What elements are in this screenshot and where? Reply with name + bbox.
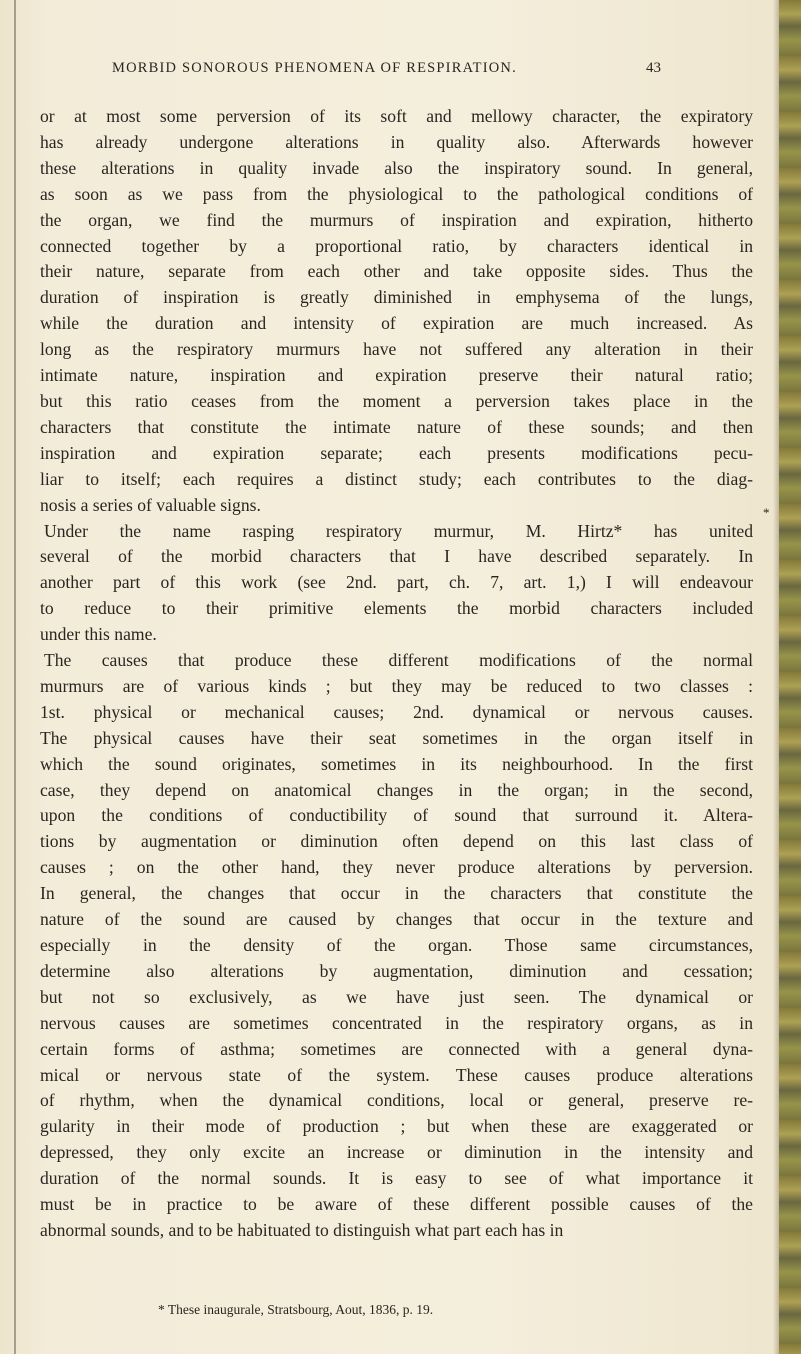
text-line: long as the respiratory murmurs have not suffered any alteration in their — [40, 339, 753, 360]
text-line: tions by augmentation or diminution often depend on this last class of — [40, 831, 753, 852]
text-line: the organ, we find the murmurs of inspiration and expiration, hitherto — [40, 209, 753, 230]
running-header: MORBID SONOROUS PHENOMENA OF RESPIRATION. — [112, 60, 517, 76]
text-line: determine also alterations by augmentation, diminution and cessation; — [40, 960, 753, 981]
text-line: to reduce to their primitive elements the morbid characters included — [40, 598, 753, 619]
text-line: intimate nature, inspiration and expiration preserve their natural ratio; — [40, 365, 753, 386]
text-line: must be in practice to be aware of these different possible causes of the — [40, 1194, 753, 1215]
text-line: mical or nervous state of the system. These causes produce alterations — [40, 1064, 753, 1085]
page-number: 43 — [646, 60, 661, 76]
margin-mark: * — [763, 505, 770, 520]
text-line: depressed, they only excite an increase or diminution in the intensity and — [40, 1142, 753, 1163]
text-line: inspiration and expiration separate; each presents modifications pecu- — [40, 442, 753, 463]
text-line: has already undergone alterations in quality also. Afterwards however — [40, 131, 753, 152]
text-line: 1st. physical or mechanical causes; 2nd. dynamical or nervous causes. — [40, 701, 753, 722]
text-line: duration of the normal sounds. It is easy to see of what importance it — [40, 1168, 753, 1189]
text-line: murmurs are of various kinds ; but they may be reduced to two classes : — [40, 675, 753, 696]
text-line: upon the conditions of conductibility of sound that surround it. Altera- — [40, 805, 753, 826]
text-line: their nature, separate from each other and take opposite sides. Thus the — [40, 261, 753, 282]
text-line: which the sound originates, sometimes in its neighbourhood. In the first — [40, 753, 753, 774]
text-line: certain forms of asthma; sometimes are connected with a general dyna- — [40, 1038, 753, 1059]
text-line: especially in the density of the organ. Those same circumstances, — [40, 935, 753, 955]
text-line: causes ; on the other hand, they never produce alterations by perversion. — [40, 857, 753, 878]
text-line: nosis a series of valuable signs. — [40, 494, 261, 515]
text-line: but this ratio ceases from the moment a perversion takes place in the — [40, 390, 753, 411]
text-line: In general, the changes that occur in the characters that constitute the — [40, 883, 753, 904]
text-line: of rhythm, when the dynamical conditions, local or general, preserve re- — [40, 1090, 753, 1111]
text-line: as soon as we pass from the physiological to the pathological conditions of — [40, 183, 753, 204]
text-line: these alterations in quality invade also the inspiratory sound. In general, — [40, 157, 753, 178]
text-line: but not so exclusively, as we have just seen. The dynamical or — [40, 986, 753, 1007]
footnote: * These inaugurale, Stratsbourg, Aout, 1836, p. 19. — [158, 1302, 434, 1317]
text-line: Under the name rasping respiratory murmur, M. Hirtz* has united — [44, 520, 753, 541]
text-line: The causes that produce these different modifications of the normal — [44, 650, 753, 671]
text-line: gularity in their mode of production ; but when these are exaggerated or — [40, 1116, 753, 1137]
text-line: abnormal sounds, and to be habituated to distinguish what part each has in — [40, 1219, 564, 1240]
text-line: liar to itself; each requires a distinct study; each contributes to the diag- — [40, 468, 753, 489]
text-line: under this name. — [40, 624, 157, 645]
text-line: several of the morbid characters that I have described separately. In — [40, 546, 753, 567]
text-line: duration of inspiration is greatly diminished in emphysema of the lungs, — [40, 287, 753, 308]
text-line: or at most some perversion of its soft and mellowy character, the expiratory — [40, 106, 753, 126]
text-line: characters that constitute the intimate nature of these sounds; and then — [40, 416, 753, 437]
text-line: nervous causes are sometimes concentrated in the respiratory organs, as in — [40, 1012, 753, 1033]
text-line: while the duration and intensity of expiration are much increased. As — [40, 313, 753, 334]
text-line: case, they depend on anatomical changes in the organ; in the second, — [40, 779, 753, 800]
text-line: nature of the sound are caused by changes that occur in the texture and — [40, 909, 753, 930]
text-line: connected together by a proportional ratio, by characters identical in — [40, 235, 753, 256]
page-left-rule — [14, 0, 16, 1354]
body-text — [40, 104, 780, 1244]
book-spine-edge — [779, 0, 801, 1354]
text-line: The physical causes have their seat sometimes in the organ itself in — [40, 727, 753, 748]
text-line: another part of this work (see 2nd. part, ch. 7, art. 1,) I will endeavour — [40, 572, 753, 593]
